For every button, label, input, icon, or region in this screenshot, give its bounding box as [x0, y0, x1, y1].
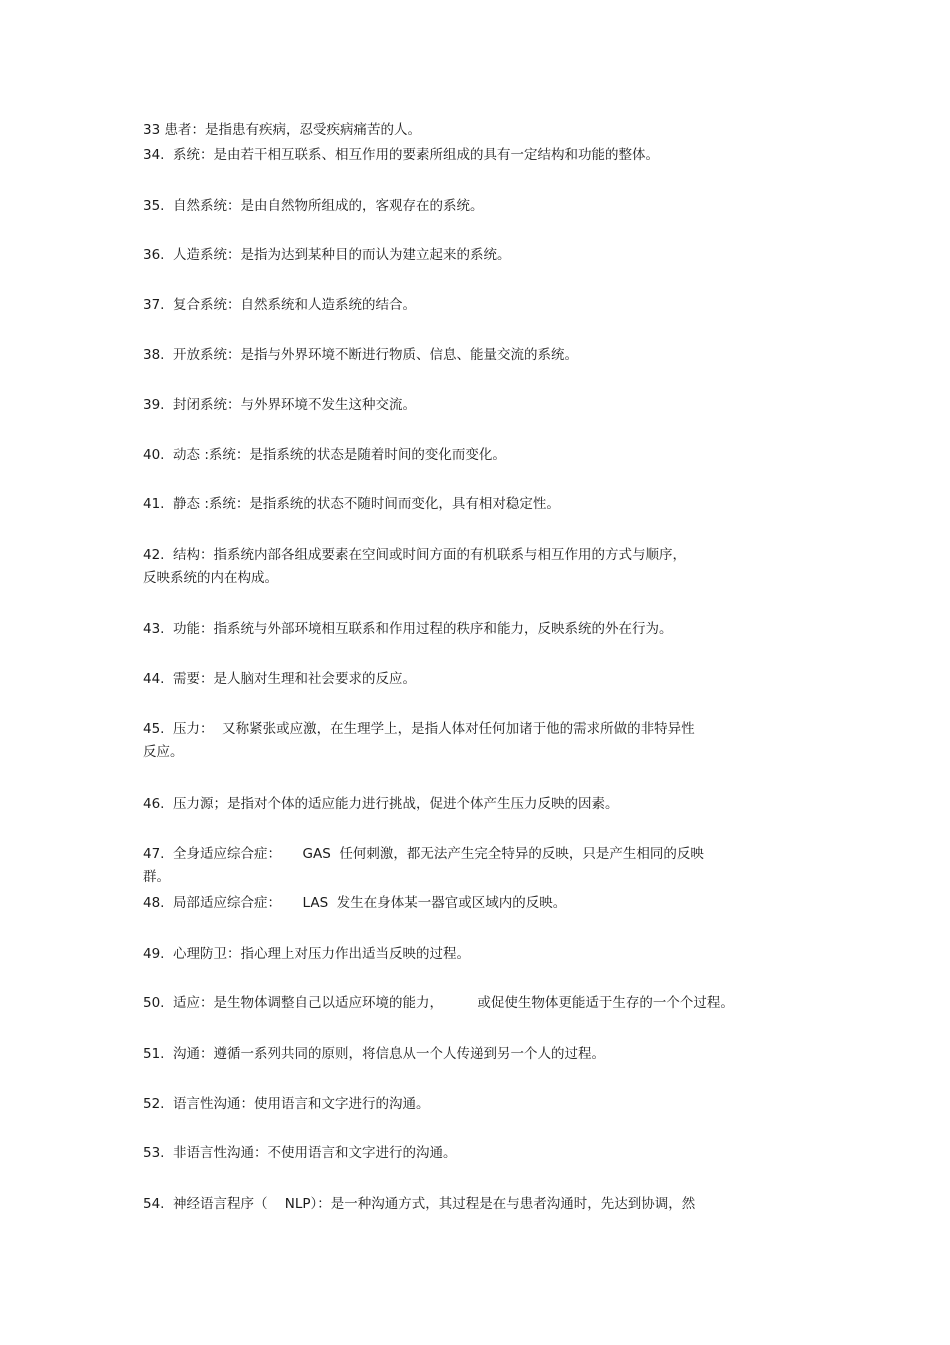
text-line: 34. 系统：是由若干相互联系、相互作用的要素所组成的具有一定结构和功能的整体。: [143, 147, 660, 163]
text-line: 37. 复合系统：自然系统和人造系统的结合。: [143, 297, 417, 313]
text-line: 50. 适应：是生物体调整自己以适应环境的能力， 或促使生物体更能适于生存的一个个过程。: [143, 995, 734, 1011]
text-line: 35. 自然系统：是由自然物所组成的，客观存在的系统。: [143, 198, 484, 214]
text-line: 33 患者：是指患有疾病，忍受疾病痛苦的人。: [143, 122, 421, 138]
text-line: 53. 非语言性沟通：不使用语言和文字进行的沟通。: [143, 1145, 457, 1161]
text-line: 40. 动态 :系统：是指系统的状态是随着时间的变化而变化。: [143, 447, 506, 463]
text-line: 38. 开放系统：是指与外界环境不断进行物质、信息、能量交流的系统。: [143, 347, 579, 363]
text-line: 43. 功能：指系统与外部环境相互联系和作用过程的秩序和能力，反映系统的外在行为。: [143, 621, 673, 637]
text-line: 39. 封闭系统：与外界环境不发生这种交流。: [143, 397, 417, 413]
text-line: 46. 压力源；是指对个体的适应能力进行挑战，促进个体产生压力反映的因素。: [143, 796, 619, 812]
text-line: 47. 全身适应综合症： GAS 任何刺激，都无法产生完全特异的反映，只是产生相同的反映: [143, 846, 704, 862]
text-line: 36. 人造系统：是指为达到某种目的而认为建立起来的系统。: [143, 247, 511, 263]
text-line: 反应。: [143, 744, 184, 760]
text-line: 44. 需要：是人脑对生理和社会要求的反应。: [143, 671, 417, 687]
text-line: 51. 沟通：遵循一系列共同的原则，将信息从一个人传递到另一个人的过程。: [143, 1046, 606, 1062]
text-line: 48. 局部适应综合症： LAS 发生在身体某一器官或区域内的反映。: [143, 895, 567, 911]
text-line: 49. 心理防卫：指心理上对压力作出适当反映的过程。: [143, 946, 471, 962]
text-line: 54. 神经语言程序（ NLP）：是一种沟通方式，其过程是在与患者沟通时，先达到协调，然: [143, 1196, 696, 1212]
text-line: 42. 结构：指系统内部各组成要素在空间或时间方面的有机联系与相互作用的方式与顺序，: [143, 547, 687, 563]
text-line: 群。: [143, 869, 170, 885]
text-line: 45. 压力： 又称紧张或应激，在生理学上，是指人体对任何加诸于他的需求所做的非特异性: [143, 721, 695, 737]
text-line: 41. 静态 :系统：是指系统的状态不随时间而变化，具有相对稳定性。: [143, 496, 560, 512]
text-line: 反映系统的内在构成。: [143, 570, 278, 586]
text-line: 52. 语言性沟通：使用语言和文字进行的沟通。: [143, 1096, 430, 1112]
